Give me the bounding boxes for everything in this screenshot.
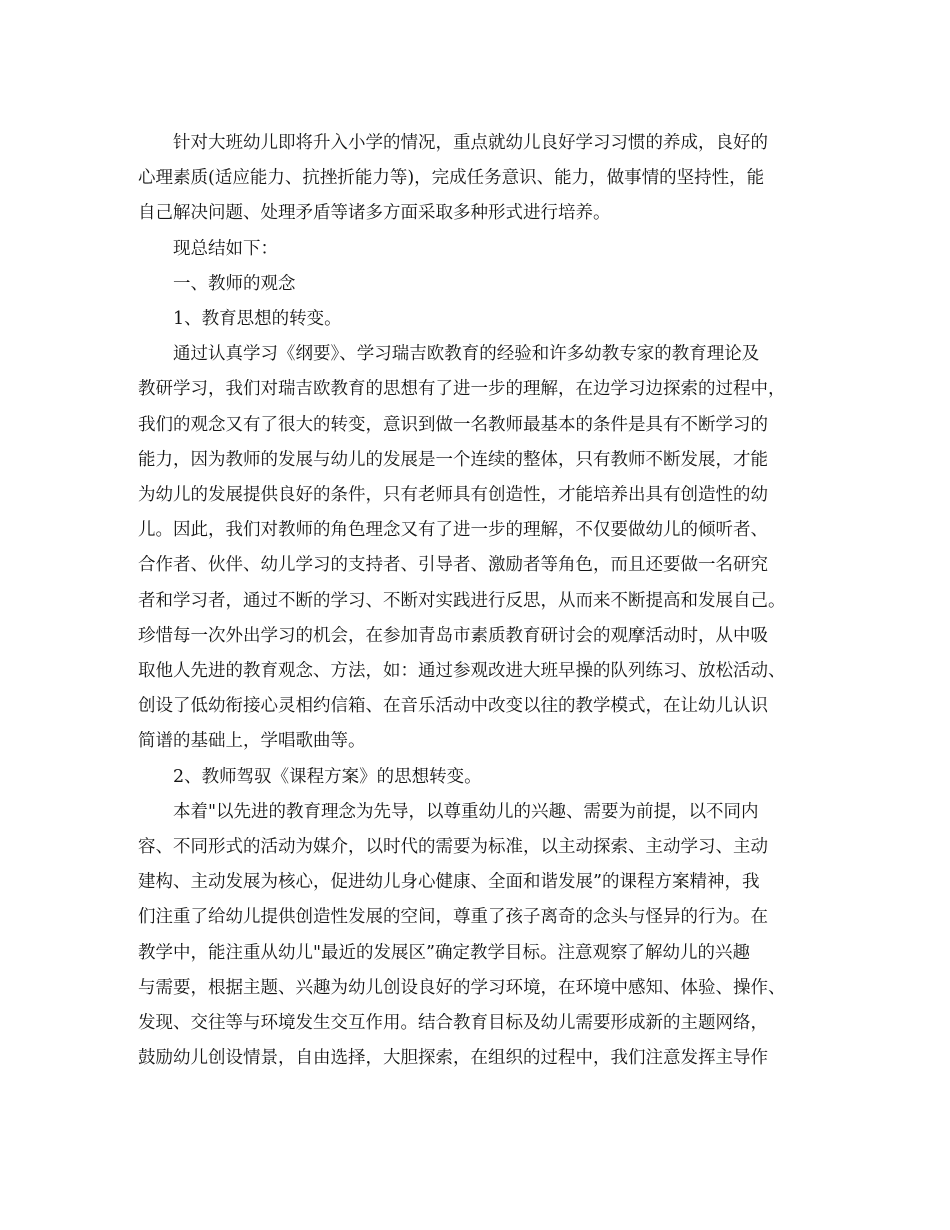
- paragraph-education-thought: 通过认真学习《纲要》、学习瑞吉欧教育的经验和许多幼教专家的教育理论及 教研学习，我们对瑞吉欧教育的思想有了进一步的理解，在边学习边探索的过程中， 我们的观念又有了很大的转变，意识到做一名教师最基本的条件是具有不断学习的 能力，因为教师的发展与幼儿的发展是一个连续的整体，只有教师不断发展，才能 为幼儿的发展提供良好的条件，只有老师具有创造性，才能培养出具有创造性的幼 儿。因此，我们对教师的角色理念又有了进一步的理解，不仅要做幼儿的倾听者、 合作者、伙伴、幼儿学习的支持者、引导者、激励者等角色，而且还要做一名研究 者和学习者，通过不断的学习、不断对实践进行反思，从而来不断提高和发展自己。 珍惜每一次外出学习的机会，在参加青岛市素质教育研讨会的观摩活动时，从中吸 取他人先进的教育观念、方法，如：通过参观改进大班早操的队列练习、放松活动、 创设了低幼衔接心灵相约信箱、在音乐活动中改变以往的教学模式，在让幼儿认识 简谱的基础上，学唱歌曲等。: [138, 344, 786, 752]
- subsection-heading-2: 2、教师驾驭《课程方案》的思想转变。: [173, 766, 482, 787]
- paragraph-summary-lead: 现总结如下：: [173, 238, 278, 259]
- document-body: [138, 126, 818, 1076]
- subsection-heading-1: 1、教育思想的转变。: [173, 309, 342, 330]
- paragraph-intro: 针对大班幼儿即将升入小学的情况，重点就幼儿良好学习习惯的养成，良好的 心理素质(适应能力、抗挫折能力等)，完成任务意识、能力，做事情的坚持性，能 自己解决问题、处理矛盾等诸多方面采取多种形式进行培养。: [138, 133, 768, 224]
- section-heading-teacher-concept: 一、教师的观念: [173, 273, 296, 294]
- paragraph-curriculum-plan: 本着"以先进的教育理念为先导，以尊重幼儿的兴趣、需要为前提，以不同内 容、不同形式的活动为媒介，以时代的需要为标准，以主动探索、主动学习、主动 建构、主动发展为核心，促进幼儿身心健康、全面和谐发展”的课程方案精神，我 们注重了给幼儿提供创造性发展的空间，尊重了孩子离奇的念头与怪异的行为。在 教学中，能注重从幼儿"最近的发展区”确定教学目标。注意观察了解幼儿的兴趣 与需要，根据主题、兴趣为幼儿创设良好的学习环境，在环境中感知、体验、操作、 发现、交往等与环境发生交互作用。结合教育目标及幼儿需要形成新的主题网络， 鼓励幼儿创设情景，自由选择，大胆探索，在组织的过程中，我们注意发挥主导作: [138, 801, 786, 1069]
